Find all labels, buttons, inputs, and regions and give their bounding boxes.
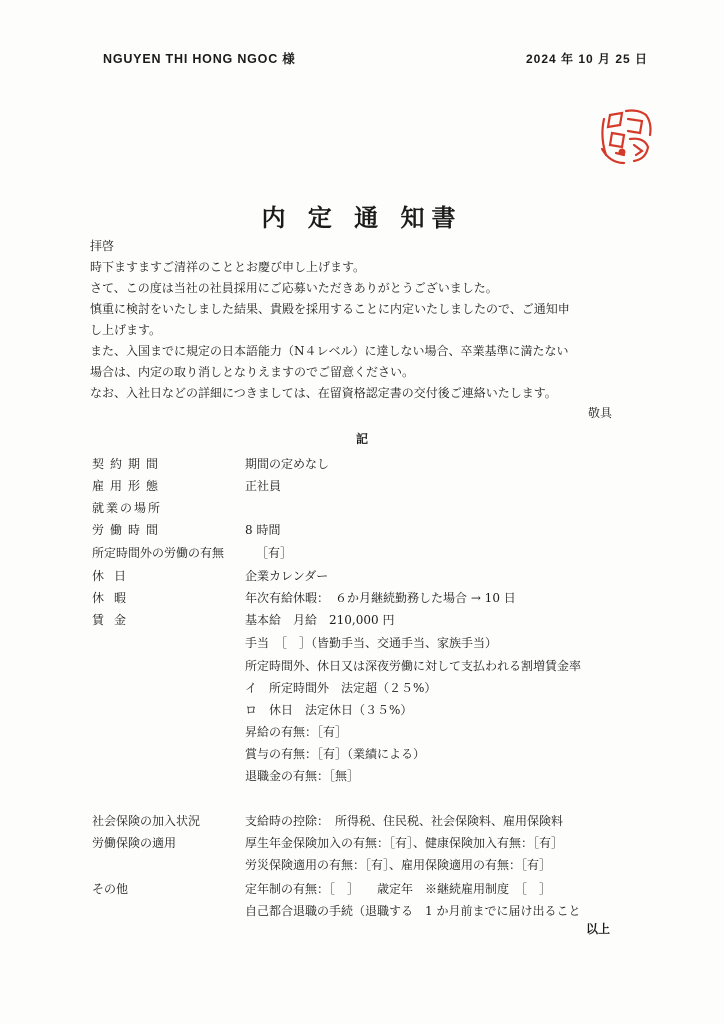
- social-insurance-label: 社会保険の加入状況: [92, 814, 201, 828]
- hours-label: 労働時間: [92, 523, 165, 537]
- leave-label: 休暇: [92, 591, 137, 605]
- body-line: 時下ますますご清祥のこととお慶び申し上げます。: [90, 260, 366, 274]
- wage-label: 賃金: [92, 613, 137, 627]
- body-line: また、入国までに規定の日本語能力（N４レベル）に達しない場合、卒業基準に満たない: [90, 344, 569, 358]
- end-marker: 以上: [586, 922, 611, 936]
- social-line: 支給時の控除： 所得税、住民税、社会保険料、雇用保険料: [245, 814, 564, 828]
- contract-value: 期間の定めなし: [245, 457, 330, 471]
- hours-value: 8 時間: [245, 523, 281, 537]
- wage-line: ロ 休日 法定休日（３５%）: [245, 703, 413, 717]
- social-line: 労災保険適用の有無：［有］、雇用保険適用の有無：［有］: [245, 858, 552, 872]
- body-line: 慎重に検討をいたしました結果、貴殿を採用することに内定いたしましたので、ご通知申: [90, 302, 570, 316]
- body-line: なお、入社日などの詳細につきましては、在留資格認定書の交付後ご連絡いたします。: [90, 386, 557, 400]
- wage-line: 昇給の有無：［有］: [245, 725, 348, 739]
- wage-line: 所定時間外、休日又は深夜労働に対して支払われる割増賃金率: [245, 659, 582, 673]
- employment-label: 雇用形態: [92, 479, 165, 493]
- social-line: 厚生年金保険加入の有無：［有］、健康保険加入有無：［有］: [245, 836, 564, 850]
- letter-body: [90, 236, 630, 404]
- wage-line: 手当 ［ ］（皆勤手当、交通手当、家族手当）: [245, 636, 498, 650]
- holiday-label: 休日: [92, 569, 137, 583]
- overtime-value: ［有］: [256, 546, 293, 560]
- company-seal-stamp: [594, 105, 658, 169]
- body-line: 場合は、内定の取り消しとなりえますのでご留意ください。: [90, 365, 415, 379]
- employment-value: 正社員: [245, 479, 282, 493]
- recipient-name: NGUYEN THI HONG NGOC 様: [103, 52, 296, 66]
- workplace-label: 就業の場所: [92, 501, 163, 515]
- wage-line: 賞与の有無：［有］（業績による）: [245, 747, 426, 761]
- leave-value: 年次有給休暇： ６か月継続勤務した場合 → 10 日: [245, 591, 516, 605]
- other-label: その他: [92, 882, 129, 896]
- wage-line: 基本給 月給 210,000 円: [245, 613, 395, 627]
- wage-line: イ 所定時間外 法定超（２５%）: [245, 681, 437, 695]
- labor-insurance-label: 労働保険の適用: [92, 836, 177, 850]
- other-line: 定年制の有無：［ ］ 歳定年 ※継続雇用制度 ［ ］: [245, 882, 552, 896]
- other-line: 自己都合退職の手続（退職する 1 か月前までに届け出ること: [245, 904, 581, 918]
- closing-phrase: 敬具: [588, 406, 613, 420]
- holiday-value: 企業カレンダー: [245, 569, 329, 583]
- wage-line: 退職金の有無：［無］: [245, 769, 360, 783]
- document-title: 内 定 通 知書: [261, 203, 463, 232]
- body-line: さて、この度は当社の社員採用にご応募いただきありがとうございました。: [90, 281, 498, 295]
- overtime-label: 所定時間外の労働の有無: [92, 546, 225, 560]
- salutation: 拝啓: [90, 239, 115, 253]
- contract-label: 契約期間: [92, 457, 165, 471]
- body-line: し上げます。: [90, 323, 162, 337]
- section-marker-ki: 記: [355, 432, 368, 446]
- issue-date: 2024 年 10 月 25 日: [526, 52, 649, 66]
